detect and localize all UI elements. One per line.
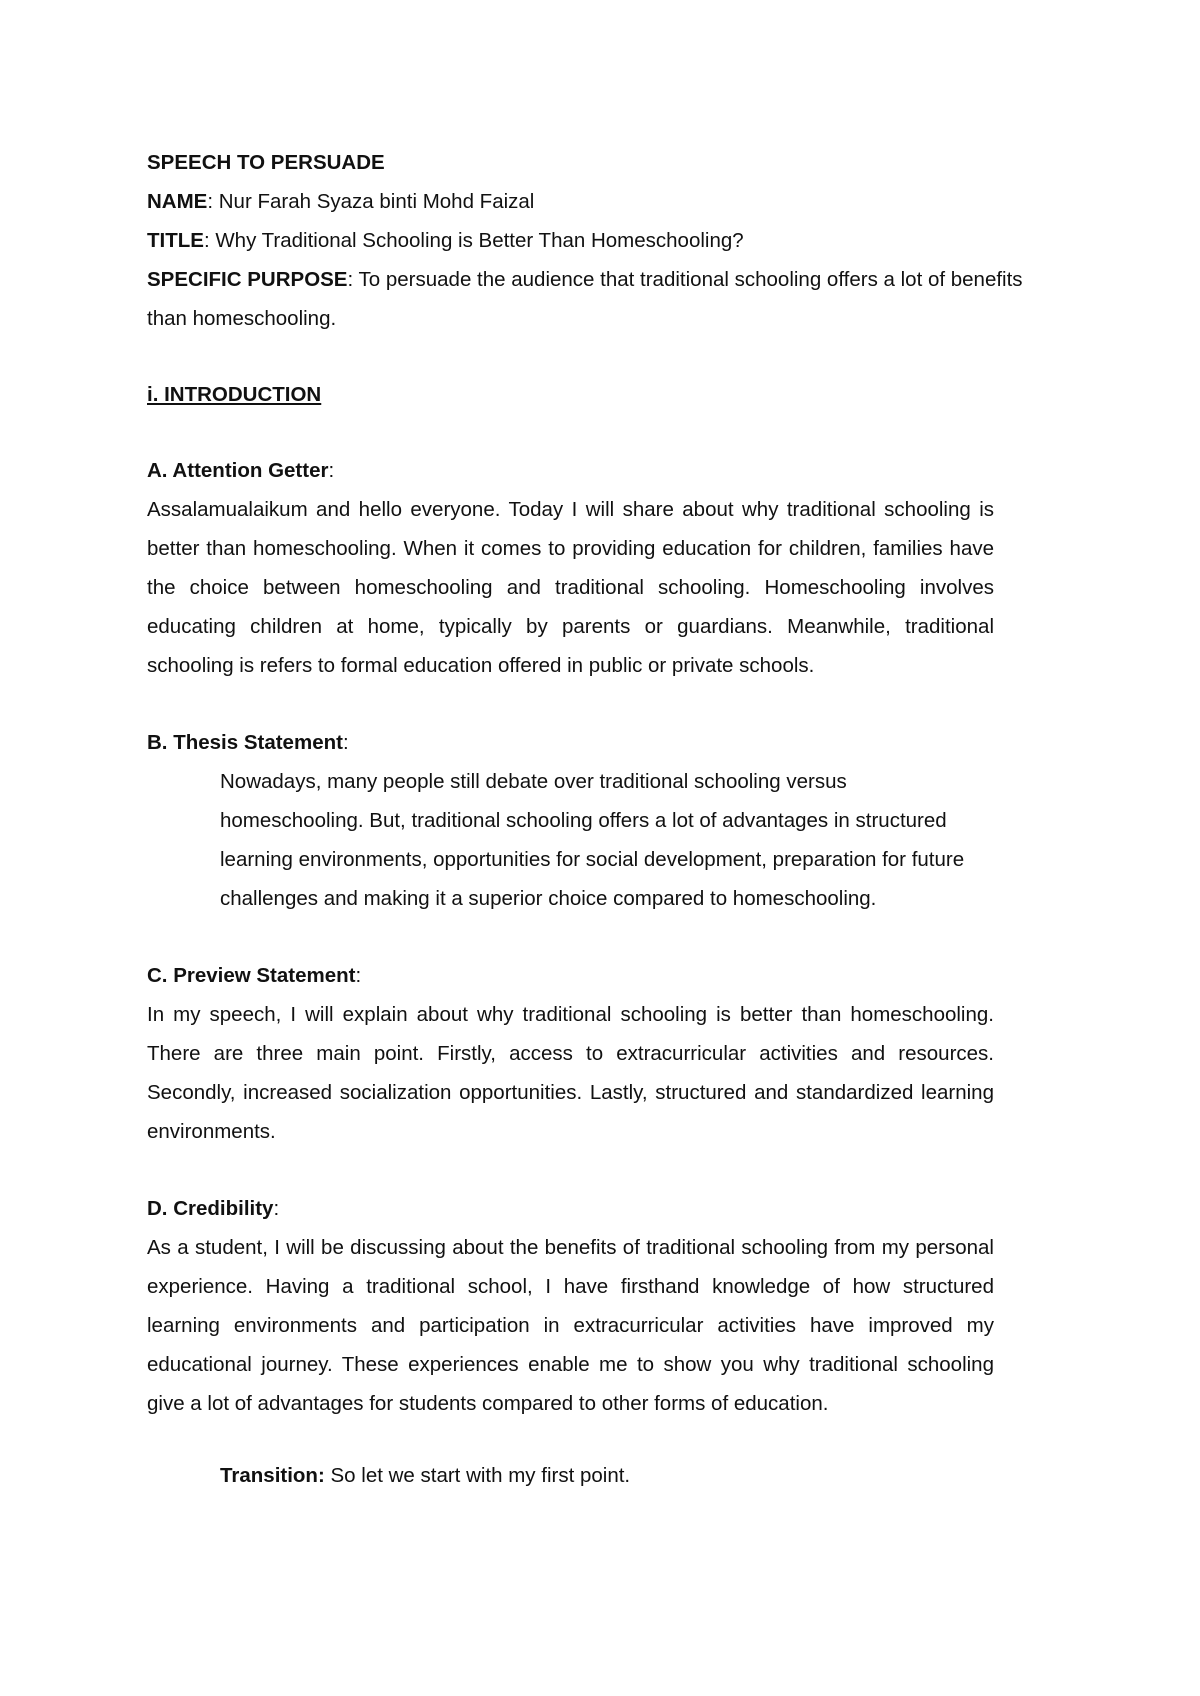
name-label: NAME bbox=[147, 190, 208, 213]
spacer bbox=[147, 1423, 1067, 1456]
thesis-line: homeschooling. But, traditional schooling offers a lot of advantages in structured bbox=[220, 809, 947, 832]
title-line bbox=[147, 221, 1067, 260]
thesis-line: challenges and making it a superior choice compared to homeschooling. bbox=[220, 887, 877, 910]
purpose-label: SPECIFIC PURPOSE bbox=[147, 268, 348, 291]
document-body bbox=[147, 143, 1067, 1495]
attention-colon: : bbox=[328, 459, 335, 482]
thesis-heading bbox=[147, 723, 1067, 762]
thesis-text bbox=[220, 762, 1067, 918]
spacer bbox=[147, 918, 1067, 956]
attention-label: A. Attention Getter bbox=[147, 459, 329, 482]
title-value: : Why Traditional Schooling is Better Than Homeschooling? bbox=[203, 229, 744, 252]
attention-heading bbox=[147, 451, 1067, 490]
name-line bbox=[147, 182, 1067, 221]
credibility-colon: : bbox=[273, 1197, 280, 1220]
doc-heading: SPEECH TO PERSUADE bbox=[147, 151, 385, 174]
transition-text: So let we start with my first point. bbox=[324, 1464, 631, 1487]
preview-heading bbox=[147, 956, 1067, 995]
thesis-line: learning environments, opportunities for social development, preparation for future bbox=[220, 848, 965, 871]
preview-label: C. Preview Statement bbox=[147, 964, 356, 987]
spacer bbox=[147, 1151, 1067, 1189]
spacer bbox=[147, 338, 1067, 375]
purpose-value: : To persuade the audience that traditional schooling offers a lot of benefits than homeschooling. bbox=[147, 268, 1023, 330]
title-label: TITLE bbox=[147, 229, 204, 252]
thesis-colon: : bbox=[342, 731, 349, 754]
thesis-line: Nowadays, many people still debate over traditional schooling versus bbox=[220, 770, 847, 793]
transition-line bbox=[220, 1456, 1067, 1495]
name-value: : Nur Farah Syaza binti Mohd Faizal bbox=[207, 190, 535, 213]
purpose-line bbox=[147, 260, 1067, 338]
section-heading: i. INTRODUCTION bbox=[147, 383, 322, 406]
attention-text: Assalamualaikum and hello everyone. Today I will share about why traditional schooling is better than homeschooling. When it comes to providing education for children, families have the choice between homeschooling and traditional schooling. Homeschooling involves educating children at home, typically by parents or guardians. Meanwhile, traditional schooling is refers to formal education offered in public or private schools. bbox=[147, 498, 994, 677]
preview-text: In my speech, I will explain about why traditional schooling is better than homeschooling. There are three main point. Firstly, access to extracurricular activities and resources. Secondly, increased socialization opportunities. Lastly, structured and standardized learning environments. bbox=[147, 1003, 994, 1143]
credibility-text: As a student, I will be discussing about the benefits of traditional schooling from my personal experience. Having a traditional school, I have firsthand knowledge of how structured learning environments and participation in extracurricular activities have improved my educational journey. These experiences enable me to show you why traditional schooling give a lot of advantages for students compared to other forms of education. bbox=[147, 1236, 994, 1415]
preview-colon: : bbox=[355, 964, 362, 987]
spacer bbox=[147, 414, 1067, 451]
thesis-label: B. Thesis Statement bbox=[147, 731, 343, 754]
spacer bbox=[147, 685, 1067, 723]
credibility-label: D. Credibility bbox=[147, 1197, 274, 1220]
transition-label: Transition: bbox=[220, 1464, 325, 1487]
credibility-heading bbox=[147, 1189, 1067, 1228]
